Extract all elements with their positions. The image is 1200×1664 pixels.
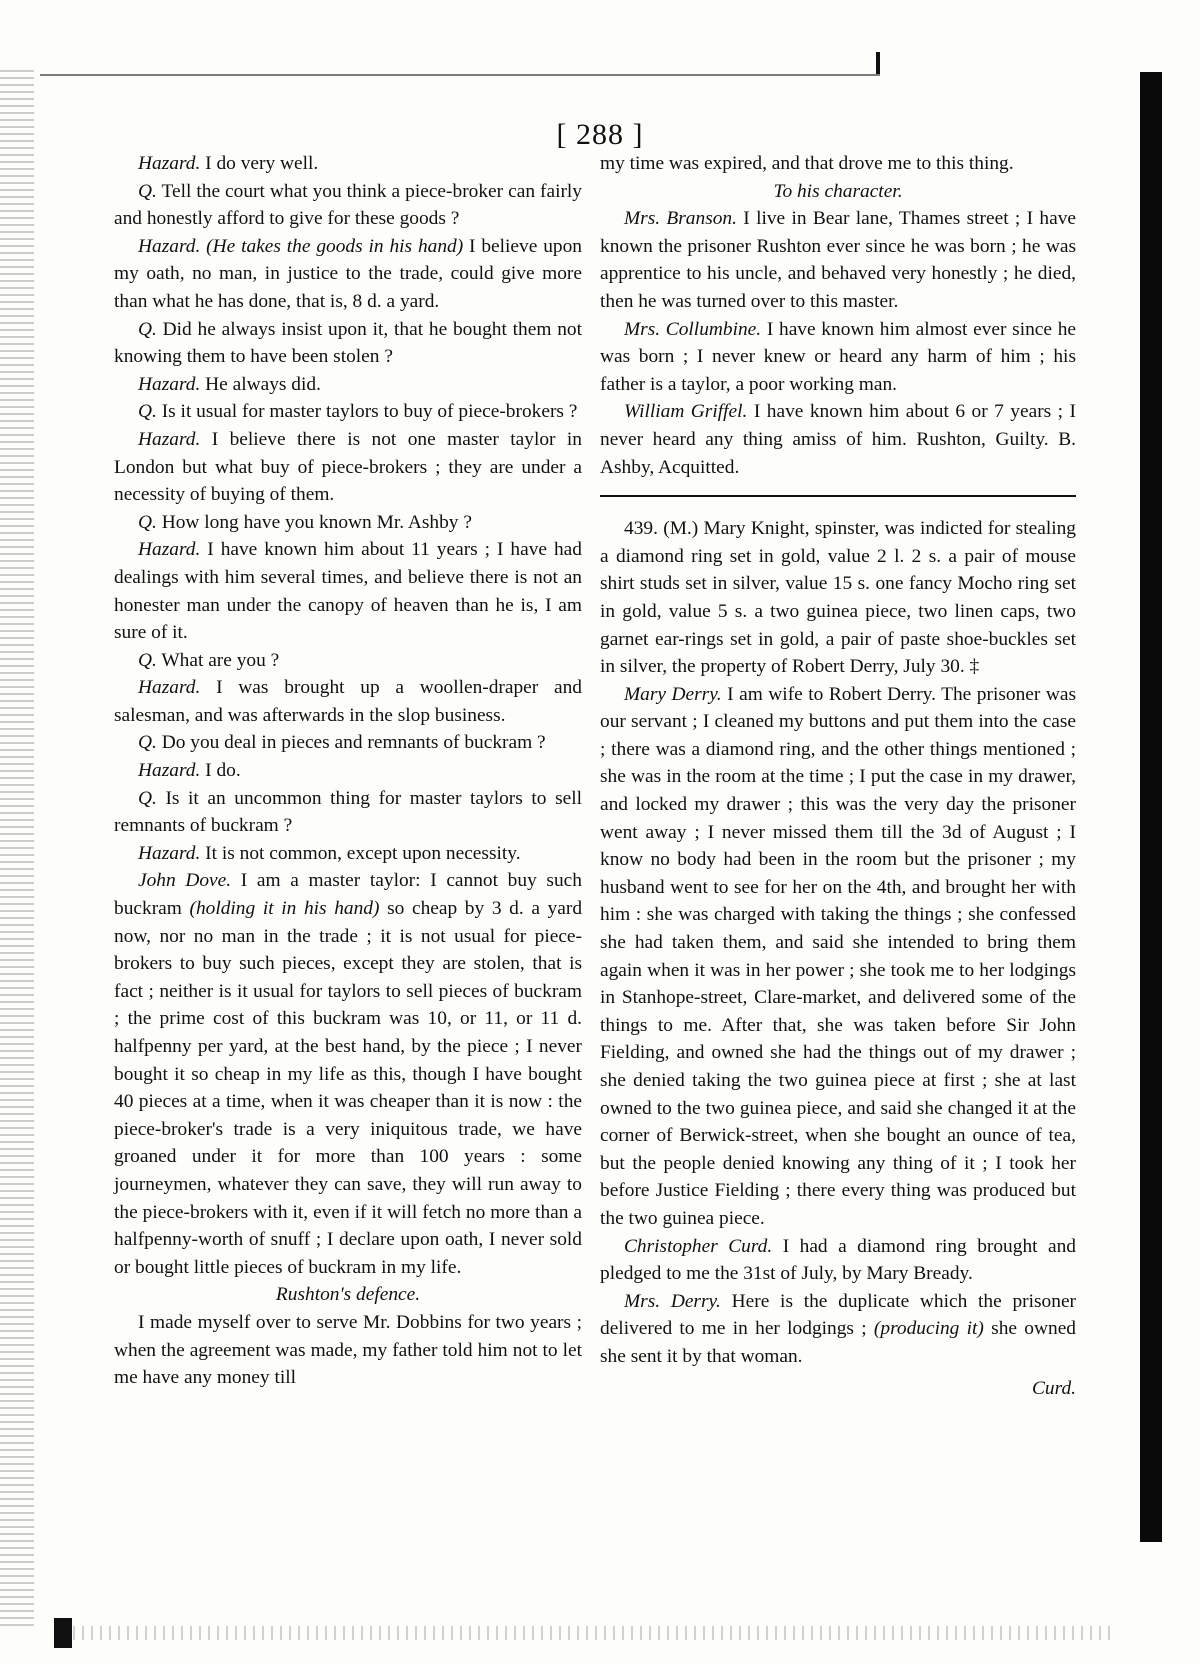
speaker-name: Hazard. bbox=[138, 428, 201, 450]
paragraph bbox=[114, 316, 582, 371]
speaker-name: Mrs. Derry. bbox=[624, 1290, 721, 1312]
top-rule bbox=[40, 74, 880, 76]
speaker-name: Hazard. bbox=[138, 760, 201, 782]
right-column bbox=[600, 150, 1076, 1402]
paragraph-text-continued: she owned she sent it by that woman. bbox=[600, 1318, 1076, 1367]
paragraph-text: I live in Bear lane, Thames street ; I have known the prisoner Rushton ever since he was born ; he was apprentice to his uncle, and behaved very honestly ; he died, then he was turned over to this master. bbox=[600, 208, 1076, 312]
paragraph-text: Is it usual for master taylors to buy of piece-brokers ? bbox=[156, 401, 578, 423]
paragraph-text: I was brought up a woollen-draper and salesman, and was afterwards in the slop business. bbox=[114, 677, 582, 726]
stage-direction: (holding it in his hand) bbox=[189, 898, 380, 920]
stage-direction: (producing it) bbox=[873, 1318, 984, 1340]
speaker-name: Q. bbox=[138, 787, 157, 809]
catchword: Curd. bbox=[1032, 1377, 1076, 1399]
paragraph-text: Tell the court what you think a piece-broker can fairly and honestly afford to give for these goods ? bbox=[114, 180, 582, 230]
paragraph-text: Is it an uncommon thing for master taylors to sell remnants of buckram ? bbox=[114, 787, 582, 837]
stage-direction: (He takes the goods in his hand) bbox=[206, 235, 464, 257]
paragraph-text: I have known him about 11 years ; I have had dealings with him several times, and believe there is not an honester man under the canopy of heaven than he is, I am sure of it. bbox=[114, 539, 582, 644]
paragraph bbox=[600, 205, 1076, 315]
paragraph-text: What are you ? bbox=[156, 649, 280, 671]
paragraph-text: I have known him about 6 or 7 years ; I never heard any thing amiss of him. Rushton, Guilty. B. Ashby, Acquitted. bbox=[600, 401, 1077, 478]
speaker-name: Christopher Curd. bbox=[624, 1235, 773, 1257]
scan-bottom-artifact bbox=[55, 1626, 1115, 1640]
paragraph-text: It is not common, except upon necessity. bbox=[200, 842, 521, 864]
paragraph bbox=[114, 233, 582, 316]
paragraph bbox=[114, 178, 582, 233]
paragraph-text: How long have you known Mr. Ashby ? bbox=[156, 511, 472, 533]
speaker-name: Q. bbox=[138, 180, 157, 202]
section-heading: To his character. bbox=[773, 180, 903, 202]
paragraph-text: I have known him almost ever since he was born ; I never knew or heard any harm of him ; his father is a taylor, a poor working man. bbox=[600, 318, 1076, 395]
paragraph bbox=[600, 1288, 1076, 1371]
speaker-name: Q. bbox=[138, 732, 157, 754]
paragraph bbox=[114, 509, 582, 537]
right-column-bottom-section bbox=[600, 515, 1076, 1370]
paragraph bbox=[114, 647, 582, 675]
paragraph-text: I do. bbox=[200, 760, 241, 782]
paragraph bbox=[600, 1233, 1076, 1288]
speaker-name: Hazard. bbox=[138, 153, 201, 174]
scan-corner-mark bbox=[54, 1618, 72, 1648]
section-heading: Rushton's defence. bbox=[275, 1284, 421, 1306]
paragraph bbox=[114, 757, 582, 785]
scan-edge-artifact bbox=[0, 70, 34, 1630]
left-column bbox=[114, 150, 582, 1392]
paragraph bbox=[114, 674, 582, 729]
paragraph bbox=[114, 1309, 582, 1392]
paragraph bbox=[114, 426, 582, 509]
speaker-name: Mrs. Collumbine. bbox=[624, 318, 762, 340]
paragraph-text: Did he always insist upon it, that he bought them not knowing them to have been stolen ? bbox=[114, 318, 582, 368]
speaker-name: Hazard. bbox=[138, 842, 201, 864]
paragraph bbox=[600, 398, 1076, 481]
paragraph bbox=[114, 398, 582, 426]
speaker-name: Hazard. bbox=[138, 677, 201, 699]
speaker-name: Q. bbox=[138, 401, 157, 423]
section-divider bbox=[600, 495, 1076, 497]
speaker-name: Q. bbox=[138, 318, 157, 340]
page-number: [ 288 ] bbox=[556, 118, 644, 151]
scan-border-bar bbox=[1140, 72, 1162, 1542]
paragraph-text: I am a master taylor: I cannot buy such buckram bbox=[114, 870, 582, 920]
paragraph-text: Do you deal in pieces and remnants of buckram ? bbox=[156, 732, 546, 754]
speaker-name: William Griffel. bbox=[624, 401, 748, 423]
paragraph-text: 439. (M.) Mary Knight, spinster, was indicted for stealing a diamond ring set in gold, value 2 l. 2 s. a pair of mouse shirt studs set in silver, value 15 s. one fancy Mocho ring set in gold, value 5 s. a two guinea piece, two linen caps, two garnet ear-rings set in gold, a pair of paste shoe-buckles set in silver, the property of Robert Derry, July 30. ‡ bbox=[600, 518, 1076, 678]
speaker-name: Q. bbox=[138, 649, 157, 671]
paragraph-text: He always did. bbox=[200, 373, 321, 395]
paragraph-text: my time was expired, and that drove me to this thing. bbox=[600, 153, 1014, 174]
paragraph bbox=[114, 536, 582, 646]
paragraph-text: I made myself over to serve Mr. Dobbins for two years ; when the agreement was made, my father told him not to let me have any money till bbox=[114, 1311, 582, 1389]
top-mark bbox=[876, 52, 880, 74]
speaker-name: Mary Derry. bbox=[624, 683, 722, 705]
paragraph bbox=[114, 150, 582, 178]
paragraph-text: I believe upon my oath, no man, in justice to the trade, could give more than what he has done, that is, 8 d. a yard. bbox=[114, 235, 582, 312]
paragraph-text: I do very well. bbox=[200, 153, 319, 174]
paragraph-text: Here is the duplicate which the prisoner delivered to me in her lodgings ; bbox=[600, 1290, 1077, 1340]
paragraph-text-continued: so cheap by 3 d. a yard now, nor no man in the trade ; it is not usual for piece-brokers to buy such pieces, except they are stolen, that is fact ; neither is it usual for taylors to sell pieces of buckram ; the prime cost of this buckram was 10, or 11, or 11 d. halfpenny per yard, at the best hand, by the piece ; I never bought it so cheap in my life as this, though I have bought 40 pieces at a time, when it was cheaper than it is now : the piece-broker's trade is a very iniquitous trade, we have groaned under it for more than 100 years : some journeymen, whatever they can save, they will run away to the piece-brokers with it, even if it will fetch no more than a halfpenny-worth of snuff ; I declare upon oath, I never sold or bought little pieces of buckram in my life. bbox=[114, 898, 583, 1278]
paragraph bbox=[114, 867, 582, 1281]
paragraph bbox=[600, 316, 1076, 399]
paragraph bbox=[114, 785, 582, 840]
paragraph-text: I am wife to Robert Derry. The prisoner was our servant ; I cleaned my buttons and put them into the case ; there was a diamond ring, and the other things mentioned ; she was in the room at the time ; I put the case in my drawer, and locked my drawer ; this was the very day the prisoner went away ; I never missed them till the 3d of August ; I know no body had been in the room but the prisoner ; my husband went to see for her on the 4th, and brought her with him : she was charged with taking the things ; she confessed she had taken them, and said she intended to bring them again when it was in her power ; she took me to her lodgings in Stanhope-street, Clare-market, and delivered some of the things to me. After that, she was taken before Sir John Fielding, and owned she had the things out of my drawer ; she denied taking the two guinea piece at first ; she at last owned to the two guinea piece, and said she changed it at the corner of Berwick-street, when she bought an ounce of tea, but the people denied knowing any thing of it ; I took her before Justice Fielding ; there every thing was produced but the two guinea piece. bbox=[600, 683, 1077, 1229]
paragraph bbox=[600, 150, 1076, 178]
paragraph-text: I had a diamond ring brought and pledged to me the 31st of July, by Mary Bready. bbox=[600, 1235, 1076, 1285]
speaker-name: Q. bbox=[138, 511, 157, 533]
speaker-name: Mrs. Branson. bbox=[624, 208, 737, 230]
paragraph bbox=[600, 681, 1076, 1233]
right-column-top-section bbox=[600, 150, 1076, 481]
speaker-name: John Dove. bbox=[138, 870, 232, 892]
paragraph bbox=[114, 729, 582, 757]
paragraph bbox=[600, 515, 1076, 681]
paragraph bbox=[114, 840, 582, 868]
speaker-name: Hazard. bbox=[138, 373, 201, 395]
paragraph bbox=[114, 371, 582, 399]
speaker-name: Hazard. bbox=[138, 235, 201, 257]
paragraph-text: I believe there is not one master taylor in London but what buy of piece-brokers ; they are under a necessity of buying of them. bbox=[114, 428, 582, 506]
speaker-name: Hazard. bbox=[138, 539, 201, 561]
